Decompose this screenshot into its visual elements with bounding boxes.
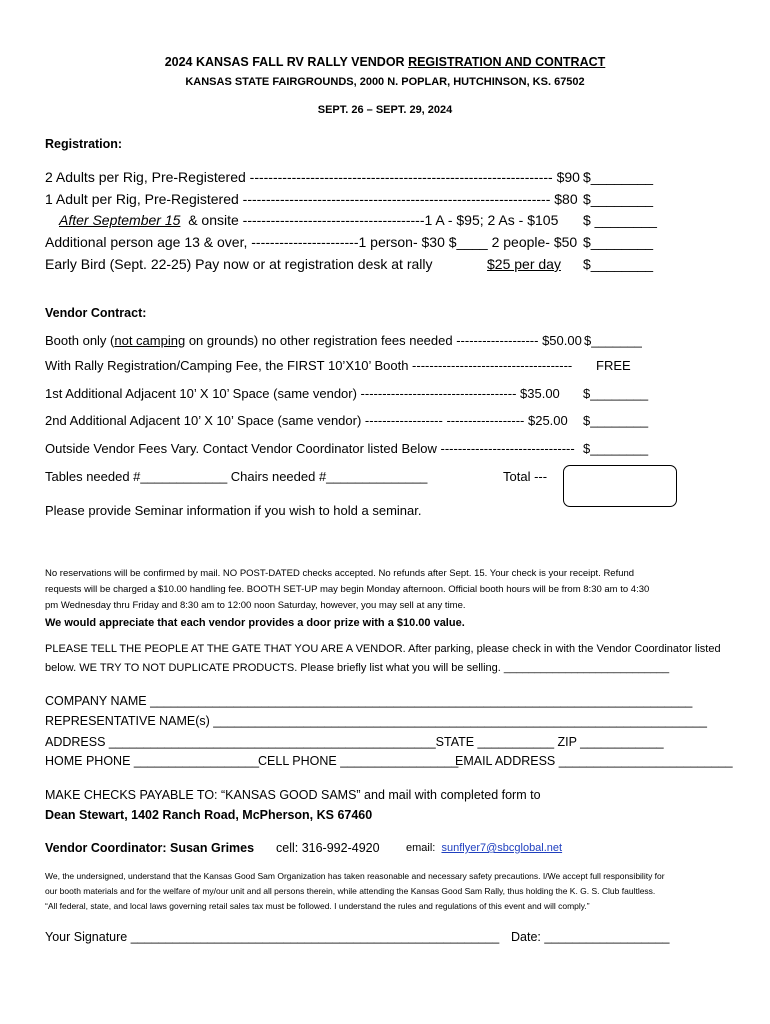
cell-phone-field[interactable]: CELL PHONE _________________ — [258, 754, 459, 768]
reg-row-1-adult: 1 Adult per Rig, Pre-Registered ------------------------------------------------------------------ $80 — [45, 191, 578, 207]
tables-chairs-field[interactable]: Tables needed #____________ Chairs needed #______________ — [45, 469, 428, 484]
not-camping-text: not camping — [114, 333, 186, 348]
reg-row-after-sept15-blank[interactable]: $ ________ — [583, 212, 657, 228]
outside-vendor-blank[interactable]: $________ — [583, 441, 649, 456]
gate-note-line-1: PLEASE TELL THE PEOPLE AT THE GATE THAT YOU ARE A VENDOR. After parking, please check in with the Vendor Coordinator listed — [45, 643, 721, 655]
early-bird-price: $25 per day — [487, 256, 561, 272]
outside-vendor-line: Outside Vendor Fees Vary. Contact Vendor Coordinator listed Below ------------------------------- — [45, 441, 575, 456]
home-phone-field[interactable]: HOME PHONE __________________ — [45, 754, 260, 768]
reg-row-1-adult-blank[interactable]: $________ — [583, 191, 654, 207]
reg-row-after-sept15 — [59, 212, 558, 228]
form-title — [0, 55, 770, 69]
waiver-line-1: We, the undersigned, understand that the Kansas Good Sam Organization has taken reasonable and necessary safety precautions. I/We accept full responsibility for — [45, 871, 665, 881]
email-address-field[interactable]: EMAIL ADDRESS _________________________ — [455, 754, 733, 768]
additional-space-1-line: 1st Additional Adjacent 10’ X 10’ Space (same vendor) ------------------------------------ $35.00 — [45, 386, 560, 401]
venue-line: KANSAS STATE FAIRGROUNDS, 2000 N. POPLAR, HUTCHINSON, KS. 67502 — [185, 76, 585, 88]
event-dates: SEPT. 26 – SEPT. 29, 2024 — [317, 104, 453, 116]
booth-only-line — [45, 333, 582, 348]
title-text: 2024 KANSAS FALL RV RALLY VENDOR — [164, 55, 409, 69]
coordinator-cell: cell: 316-992-4920 — [276, 841, 380, 855]
title-underlined: REGISTRATION AND CONTRACT — [408, 55, 606, 69]
policy-note-line-1: No reservations will be confirmed by mail. NO POST-DATED checks accepted. No refunds after Sept. 15. Your check is your receipt. Refund — [45, 568, 635, 579]
onsite-text: & onsite ---------------------------------------1 A - $95; 2 As - $105 — [188, 212, 559, 228]
vendor-coordinator-name: Vendor Coordinator: Susan Grimes — [45, 841, 255, 855]
reg-row-2-adults: 2 Adults per Rig, Pre-Registered ----------------------------------------------------------------- $90 — [45, 169, 580, 185]
policy-note-line-2: requests will be charged a $10.00 handling fee. BOOTH SET-UP may begin Monday afternoon. Official booth hours will be from 8:30 am to 4:30 — [45, 584, 650, 595]
coordinator-email-label: email: — [406, 842, 436, 854]
reg-row-additional-person-blank[interactable]: $________ — [583, 234, 654, 250]
date-field[interactable]: Date: __________________ — [511, 930, 670, 944]
payable-to-line: MAKE CHECKS PAYABLE TO: “KANSAS GOOD SAMS” and mail with completed form to — [45, 788, 541, 802]
booth-only-text: Booth only ( — [45, 333, 115, 348]
seminar-note: Please provide Seminar information if you wish to hold a seminar. — [45, 503, 422, 518]
policy-note-line-3: pm Wednesday thru Friday and 8:30 am to 12:00 noon Saturday, however, you may sell at any time. — [45, 600, 466, 611]
mailing-address: Dean Stewart, 1402 Ranch Road, McPherson, KS 67460 — [45, 808, 373, 822]
reg-row-early-bird: Early Bird (Sept. 22-25) Pay now or at registration desk at rally — [45, 256, 433, 272]
booth-only-price: on grounds) no other registration fees needed ------------------- $50.00 — [185, 333, 582, 348]
gate-note-line-2[interactable]: below. WE TRY TO NOT DUPLICATE PRODUCTS. Please briefly list what you will be selling. ___________________________ — [45, 662, 670, 674]
after-sept15-label: After September 15 — [59, 212, 181, 228]
rally-booth-free: FREE — [596, 358, 631, 373]
additional-space-1-blank[interactable]: $________ — [583, 386, 649, 401]
reg-row-2-adults-blank[interactable]: $________ — [583, 169, 654, 185]
vendor-contract-heading: Vendor Contract: — [45, 306, 147, 320]
additional-space-2-blank[interactable]: $________ — [583, 413, 649, 428]
rally-booth-line: With Rally Registration/Camping Fee, the FIRST 10’X10’ Booth ------------------------------------- — [45, 358, 573, 373]
company-name-field[interactable]: COMPANY NAME ______________________________________________________________________________ — [45, 694, 693, 708]
representative-name-field[interactable]: REPRESENTATIVE NAME(s) _______________________________________________________________________ — [45, 714, 707, 728]
signature-field[interactable]: Your Signature _____________________________________________________ — [45, 930, 500, 944]
reg-row-additional-person: Additional person age 13 & over, -----------------------1 person- $30 $____ 2 people- $50 — [45, 234, 578, 250]
waiver-line-2: our booth materials and for the welfare of my/our unit and all persons therein, while attending the Kansas Good Sam Rally, thus holding the K. G. S. Club faultless. — [45, 886, 656, 896]
coordinator-email-line — [406, 842, 562, 854]
additional-space-2-line: 2nd Additional Adjacent 10’ X 10’ Space (same vendor) ------------------ ------------------ $25.00 — [45, 413, 568, 428]
address-state-zip-field[interactable]: ADDRESS _______________________________________________STATE ___________ ZIP ____________ — [45, 735, 664, 749]
coordinator-email-link[interactable]: sunflyer7@sbcglobal.net — [441, 842, 563, 854]
registration-heading: Registration: — [45, 137, 123, 151]
total-amount-box[interactable] — [563, 465, 677, 507]
booth-only-blank[interactable]: $_______ — [584, 333, 642, 348]
waiver-line-3: “All federal, state, and local laws governing retail sales tax must be followed. I understand the rules and regulations of this event and will comply.” — [45, 901, 590, 911]
reg-row-early-bird-blank[interactable]: $________ — [583, 256, 654, 272]
door-prize-note: We would appreciate that each vendor provides a door prize with a $10.00 value. — [45, 617, 465, 629]
total-label: Total --- — [503, 469, 548, 484]
